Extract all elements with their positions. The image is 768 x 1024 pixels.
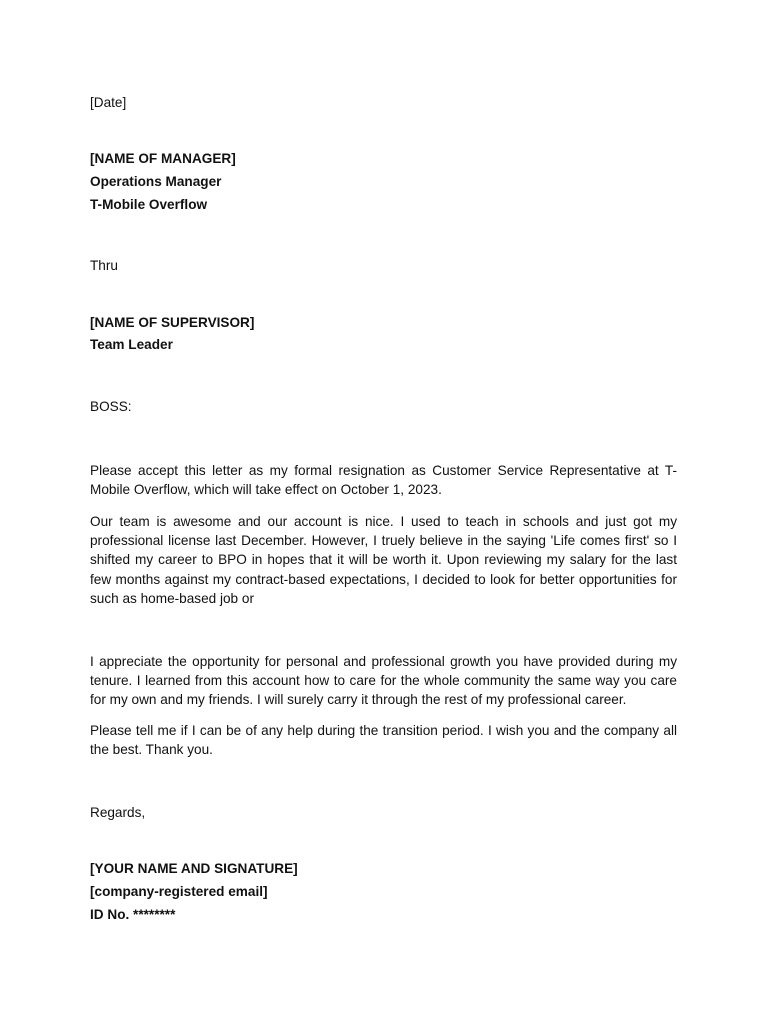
manager-title: Operations Manager — [90, 174, 222, 189]
company-name: T-Mobile Overflow — [90, 197, 208, 212]
date-line: [Date] — [90, 95, 127, 110]
signature-id: ID No. ******** — [90, 907, 176, 922]
body-paragraph-3: I appreciate the opportunity for personal and professional growth you have provided during my tenure. I learned from this account how to care for the whole community the same way you care for my own and my friends. I will surely carry it through the rest of my professional career. — [90, 654, 677, 708]
supervisor-title: Team Leader — [90, 337, 173, 352]
supervisor-name: [NAME OF SUPERVISOR] — [90, 315, 255, 330]
closing: Regards, — [90, 805, 146, 820]
manager-name: [NAME OF MANAGER] — [90, 151, 236, 166]
letter-page — [90, 0, 677, 1024]
body-paragraph-1: Please accept this letter as my formal resignation as Customer Service Representative at T-Mobile Overflow, which will take effect on October 1, 2023. — [90, 463, 677, 498]
body-paragraph-2: Our team is awesome and our account is nice. I used to teach in schools and just got my professional license last December. However, I truely believe in the saying 'Life comes first' so I shifted my career to BPO in hopes that it will be worth it. Upon reviewing my salary for the last few months against my contract-based expectations, I decided to look for better opportunities for such as home-based job or — [90, 514, 677, 606]
salutation: BOSS: — [90, 399, 132, 414]
thru-line: Thru — [90, 258, 118, 273]
signature-name: [YOUR NAME AND SIGNATURE] — [90, 861, 298, 876]
signature-email: [company-registered email] — [90, 884, 268, 899]
body-paragraph-4: Please tell me if I can be of any help during the transition period. I wish you and the company all the best. Thank you. — [90, 723, 677, 758]
